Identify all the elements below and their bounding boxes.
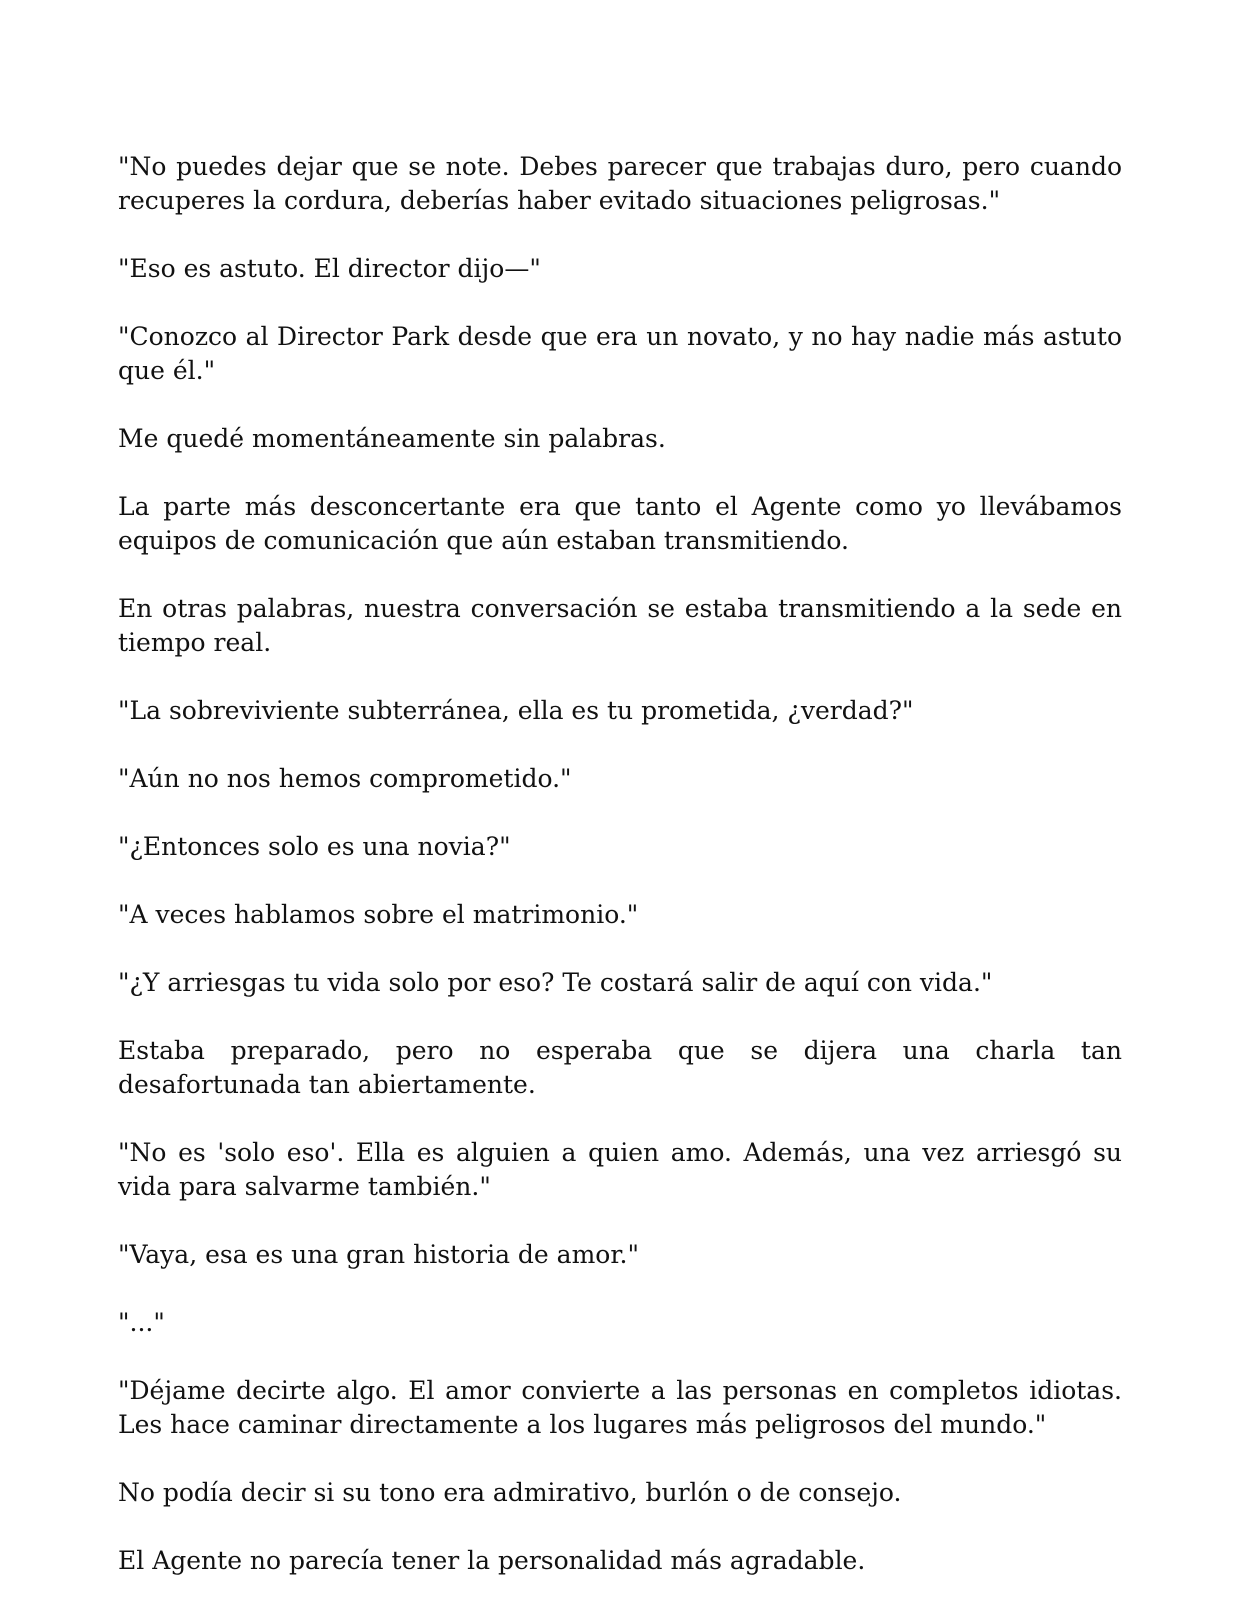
paragraph: "Vaya, esa es una gran historia de amor.": [118, 1240, 639, 1269]
paragraph: "Aún no nos hemos comprometido.": [118, 764, 572, 793]
paragraph: "A veces hablamos sobre el matrimonio.": [118, 900, 639, 929]
paragraph: "Déjame decirte algo. El amor convierte a las personas en completos idiotas. Les hace caminar directamente a los lugares más peligrosos del mundo.": [118, 1376, 1122, 1439]
paragraph: "La sobreviviente subterránea, ella es tu prometida, ¿verdad?": [118, 696, 914, 725]
paragraph: "...": [118, 1308, 165, 1337]
body-text: [118, 150, 1122, 1578]
paragraph: El Agente no parecía tener la personalidad más agradable.: [118, 1546, 866, 1575]
paragraph: Me quedé momentáneamente sin palabras.: [118, 424, 666, 453]
paragraph: "Conozco al Director Park desde que era un novato, y no hay nadie más astuto que él.": [118, 322, 1122, 385]
paragraph: "No es 'solo eso'. Ella es alguien a quien amo. Además, una vez arriesgó su vida para salvarme también.": [118, 1138, 1122, 1201]
paragraph: "¿Y arriesgas tu vida solo por eso? Te costará salir de aquí con vida.": [118, 968, 993, 997]
paragraph: "¿Entonces solo es una novia?": [118, 832, 511, 861]
paragraph: En otras palabras, nuestra conversación se estaba transmitiendo a la sede en tiempo real.: [118, 594, 1122, 657]
paragraph: "Eso es astuto. El director dijo—": [118, 254, 541, 283]
paragraph: Estaba preparado, pero no esperaba que se dijera una charla tan desafortunada tan abiertamente.: [118, 1036, 1122, 1099]
paragraph: "No puedes dejar que se note. Debes parecer que trabajas duro, pero cuando recuperes la cordura, deberías haber evitado situaciones peligrosas.": [118, 152, 1122, 215]
paragraph: La parte más desconcertante era que tanto el Agente como yo llevábamos equipos de comunicación que aún estaban transmitiendo.: [118, 492, 1122, 555]
paragraph: No podía decir si su tono era admirativo, burlón o de consejo.: [118, 1478, 902, 1507]
